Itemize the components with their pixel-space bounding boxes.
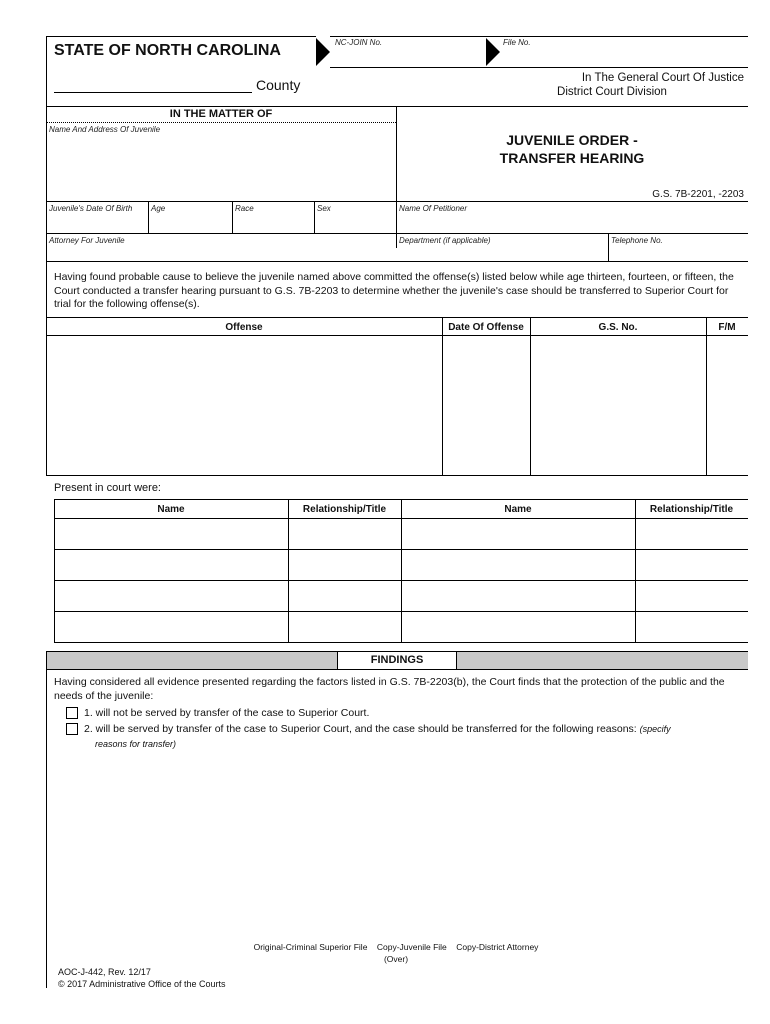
race-label: Race: [235, 204, 254, 213]
col-offense: Offense: [225, 322, 263, 333]
state-title: STATE OF NORTH CAROLINA: [54, 42, 281, 59]
option2-note-a: (specify: [639, 724, 671, 734]
col-date-of-offense: Date Of Offense: [448, 322, 524, 333]
age-label: Age: [151, 204, 166, 213]
col-name-1: Name: [157, 504, 185, 515]
findings-heading: FINDINGS: [337, 651, 457, 670]
findings-paragraph: Having considered all evidence presented regarding the factors listed in G.S. 7B-2203(b), the Court finds that the protection of the public and the needs of the juvenile:: [54, 676, 725, 702]
form-title-line2: TRANSFER HEARING: [499, 150, 645, 166]
present-label: Present in court were:: [54, 482, 161, 494]
petitioner-label: Name Of Petitioner: [399, 204, 468, 213]
copies-distribution: Original-Criminal Superior File Copy-Juvenile File Copy-District Attorney: [253, 942, 539, 952]
option2-checkbox[interactable]: [66, 723, 78, 735]
telephone-label: Telephone No.: [611, 236, 663, 245]
attorney-label: Attorney For Juvenile: [49, 236, 125, 245]
offense-entry-area[interactable]: [47, 336, 441, 474]
option1-text: 1. will not be served by transfer of the case to Superior Court.: [84, 707, 370, 719]
ncjoin-label: NC-JOIN No.: [335, 38, 383, 47]
court-line1: In The General Court Of Justice: [581, 72, 744, 84]
matter-heading: IN THE MATTER OF: [169, 108, 273, 120]
dob-label: Juvenile's Date Of Birth: [49, 204, 133, 213]
ncjoin-arrow-icon: [316, 38, 330, 66]
statute-reference: G.S. 7B-2201, -2203: [652, 189, 744, 200]
col-relationship-2: Relationship/Title: [649, 504, 734, 515]
file-label: File No.: [503, 38, 531, 47]
county-label: County: [256, 77, 301, 93]
intro-paragraph: Having found probable cause to believe the juvenile named above committed the offense(s) listed below while age thirteen, fourteen, or fifteen, the Court conducted a transfer hearing pursuant to G.S. 7B-2203 to determine whether the juvenile's case should be transferred to Superior Court for trial for the following offense(s).: [54, 271, 734, 310]
option2-text: [84, 723, 744, 737]
county-input-line[interactable]: [54, 92, 252, 93]
option2-main-text: 2. will be served by transfer of the case to Superior Court, and the case should be transferred for the following reasons:: [84, 723, 637, 735]
sex-label: Sex: [317, 204, 331, 213]
col-name-2: Name: [504, 504, 532, 515]
name-address-label: Name And Address Of Juvenile: [49, 125, 161, 134]
option2-note-b: reasons for transfer): [95, 739, 177, 749]
over-label: (Over): [383, 954, 409, 964]
copyright: © 2017 Administrative Office of the Courts: [58, 979, 226, 989]
department-label: Department (if applicable): [399, 236, 491, 245]
col-relationship-1: Relationship/Title: [302, 504, 387, 515]
col-fm: F/M: [718, 322, 736, 333]
file-arrow-icon: [486, 38, 500, 66]
form-title-line1: JUVENILE ORDER -: [506, 132, 638, 148]
court-line2: District Court Division: [557, 86, 667, 98]
form-id: AOC-J-442, Rev. 12/17: [58, 967, 151, 977]
col-gs-no: G.S. No.: [598, 322, 638, 333]
reasons-entry-area[interactable]: [84, 754, 744, 924]
option1-checkbox[interactable]: [66, 707, 78, 719]
